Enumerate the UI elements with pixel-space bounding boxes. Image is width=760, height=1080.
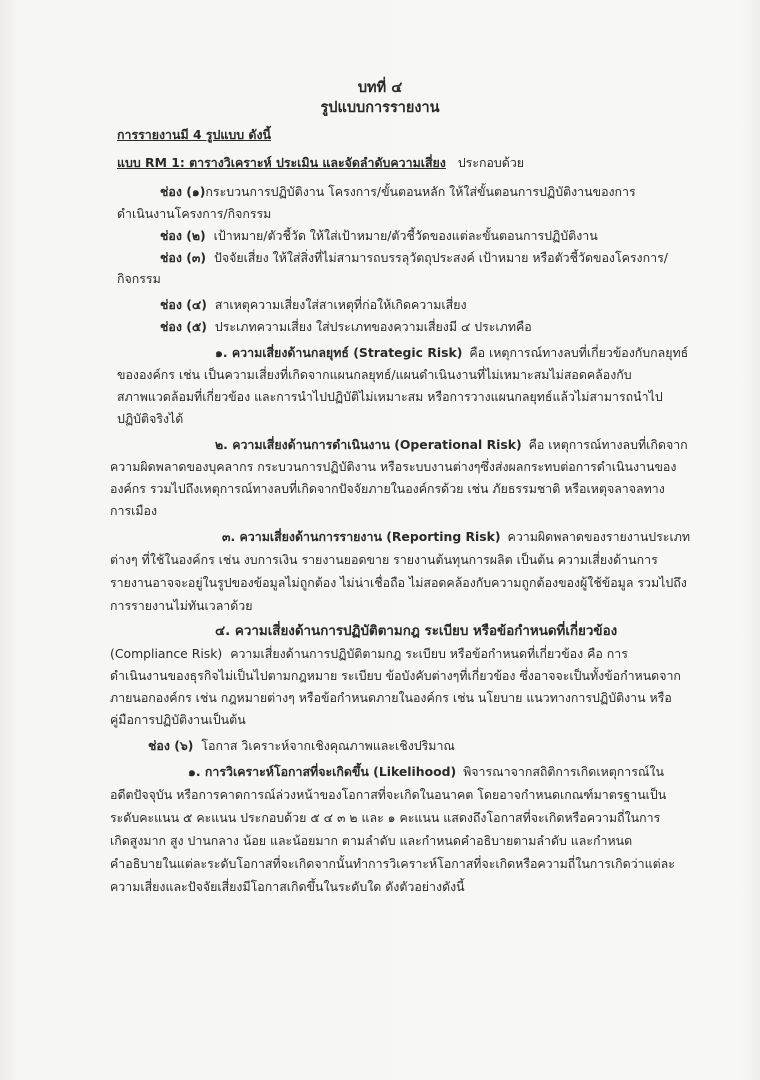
col4-text: สาเหตุความเสี่ยงใส่สาเหตุที่ก่อให้เกิดความเสี่ยง [214, 297, 467, 312]
col4-label: ช่อง (๔) [160, 297, 207, 312]
likelihood-cont3: เกิดสูงมาก สูง ปานกลาง น้อย และน้อยมาก ตามลำดับ และกำหนดคำอธิบายตามลำดับ และกำหนด [110, 833, 633, 848]
risk4-heading: ๔. ความเสี่ยงด้านการปฏิบัติตามกฎ ระเบียบ หรือข้อกำหนดที่เกี่ยวข้อง [215, 624, 618, 639]
chapter-number: บทที่ ๔ [357, 80, 403, 96]
likelihood-heading: ๑. การวิเคราะห์โอกาสที่จะเกิดขึ้น (Likelihood) [188, 764, 457, 779]
risk3-cont3: การรายงานไม่ทันเวลาด้วย [110, 598, 253, 613]
col3-line [160, 250, 668, 266]
col3-label: ช่อง (๓) [160, 250, 207, 265]
risk2-line [215, 437, 688, 453]
col6-line [148, 738, 455, 754]
risk1-cont1: ขององค์กร เช่น เป็นความเสี่ยงที่เกิดจากแผนกลยุทธ์/แผนดำเนินงานที่ไม่เหมาะสมไม่สอดคล้องกับ [117, 367, 632, 382]
col2-line [160, 228, 598, 244]
form-heading: แบบ RM 1: ตารางวิเคราะห์ ประเมิน และจัดลำดับความเสี่ยง [117, 155, 446, 170]
risk1-heading: ๑. ความเสี่ยงด้านกลยุทธ์ (Strategic Risk) [215, 345, 463, 360]
risk1-line [215, 345, 688, 361]
risk2-heading: ๒. ความเสี่ยงด้านการดำเนินงาน (Operational Risk) [215, 437, 522, 452]
form-heading-line [117, 155, 524, 171]
risk2-text: คือ เหตุการณ์ทางลบที่เกิดจาก [528, 437, 688, 452]
risk4-text: ความเสี่ยงด้านการปฏิบัติตามกฎ ระเบียบ หรือข้อกำหนดที่เกี่ยวข้อง คือ การ [230, 646, 628, 661]
col2-text: เป้าหมาย/ตัวชี้วัด ให้ใส่เป้าหมาย/ตัวชี้วัดของแต่ละขั้นตอนการปฏิบัติงาน [213, 228, 598, 243]
col6-label: ช่อง (๖) [148, 738, 194, 753]
risk1-cont3: ปฏิบัติจริงได้ [117, 411, 184, 426]
col3-cont: กิจกรรม [117, 271, 161, 286]
col1-text: กระบวนการปฏิบัติงาน โครงการ/ขั้นตอนหลัก ให้ใส่ขั้นตอนการปฏิบัติงานของการ [205, 184, 636, 199]
risk4-cont3: คู่มือการปฏิบัติงานเป็นต้น [110, 712, 246, 727]
risk4-cont1: ดำเนินงานของธุรกิจไม่เป็นไปตามกฎหมาย ระเบียบ ข้อบังคับต่างๆที่เกี่ยวข้อง ซึ่งอาจจะเป็นทั้งข้อกำหนดจาก [110, 668, 681, 683]
risk2-cont2: องค์กร รวมไปถึงเหตุการณ์ทางลบที่เกิดจากปัจจัยภายในองค์กรด้วย เช่น ภัยธรรมชาติ หรือเหตุจลาจลทาง [110, 481, 665, 496]
likelihood-cont5: ความเสี่ยงและปัจจัยเสี่ยงมีโอกาสเกิดขึ้นในระดับใด ดังตัวอย่างดังนี้ [110, 879, 465, 894]
col5-text: ประเภทความเสี่ยง ใส่ประเภทของความเสี่ยงมี ๔ ประเภทคือ [214, 319, 532, 334]
form-heading-tail: ประกอบด้วย [457, 155, 525, 170]
col4-line [160, 297, 467, 313]
risk3-cont2: รายงานอาจจะอยู่ในรูปของข้อมูลไม่ถูกต้อง ไม่น่าเชื่อถือ ไม่สอดคล้องกับความถูกต้องของผู้ใช้ข้อมูล รวมไปถึง [110, 575, 687, 590]
col1-label: ช่อง (๑) [160, 184, 206, 199]
chapter-title: รูปแบบการรายงาน [320, 100, 440, 116]
likelihood-text: พิจารณาจากสถิติการเกิดเหตุการณ์ใน [463, 764, 664, 779]
risk2-cont1: ความผิดพลาดของบุคลากร กระบวนการปฏิบัติงาน หรือระบบงานต่างๆซึ่งส่งผลกระทบต่อการดำเนินงานของ [110, 459, 677, 474]
risk4-compliance: (Compliance Risk) [110, 646, 223, 661]
col1-line [160, 184, 636, 200]
likelihood-line [188, 764, 664, 780]
col5-label: ช่อง (๕) [160, 319, 207, 334]
risk3-line [222, 529, 690, 545]
col3-text: ปัจจัยเสี่ยง ให้ใส่สิ่งที่ไม่สามารถบรรลุวัตถุประสงค์ เป้าหมาย หรือตัวชี้วัดของโครงการ/ [213, 250, 668, 265]
likelihood-cont1: อดีตปัจจุบัน หรือการคาดการณ์ล่วงหน้าของโอกาสที่จะเกิดในอนาคต โดยอาจกำหนดเกณฑ์มาตรฐานเป็น [110, 787, 667, 802]
intro-heading: การรายงานมี 4 รูปแบบ ดังนี้ [117, 127, 271, 142]
risk4-line [110, 646, 628, 662]
risk3-heading: ๓. ความเสี่ยงด้านการรายงาน (Reporting Risk) [222, 529, 501, 544]
likelihood-cont2: ระดับคะแนน ๕ คะแนน ประกอบด้วย ๕ ๔ ๓ ๒ และ ๑ คะแนน แสดงถึงโอกาสที่จะเกิดหรือความถี่ในการ [110, 810, 661, 825]
risk4-cont2: ภายนอกองค์กร เช่น กฎหมายต่างๆ หรือข้อกำหนดภายในองค์กร เช่น นโยบาย แนวทางการปฏิบัติงาน หรือ [110, 690, 672, 705]
risk2-cont3: การเมือง [110, 503, 158, 518]
col1-cont: ดำเนินงานโครงการ/กิจกรรม [117, 206, 272, 221]
col6-text: โอกาส วิเคราะห์จากเชิงคุณภาพและเชิงปริมาณ [201, 738, 455, 753]
likelihood-cont4: คำอธิบายในแต่ละระดับโอกาสที่จะเกิดจากนั้นทำการวิเคราะห์โอกาสที่จะเกิดหรือความถี่ในการเกิดว่าแต่ละ [110, 856, 675, 871]
col5-line [160, 319, 532, 335]
risk3-text: ความผิดพลาดของรายงานประเภท [507, 529, 691, 544]
risk1-text: คือ เหตุการณ์ทางลบที่เกี่ยวข้องกับกลยุทธ์ [469, 345, 689, 360]
risk1-cont2: สภาพแวดล้อมที่เกี่ยวข้อง และการนำไปปฏิบัติไม่เหมาะสม หรือการวางแผนกลยุทธ์แล้วไม่สามารถนำไป [117, 389, 663, 404]
col2-label: ช่อง (๒) [160, 228, 206, 243]
risk3-cont1: ต่างๆ ที่ใช้ในองค์กร เช่น งบการเงิน รายงานยอดขาย รายงานต้นทุนการผลิต เป็นต้น ความเสี่ยงด้านการ [110, 552, 658, 567]
